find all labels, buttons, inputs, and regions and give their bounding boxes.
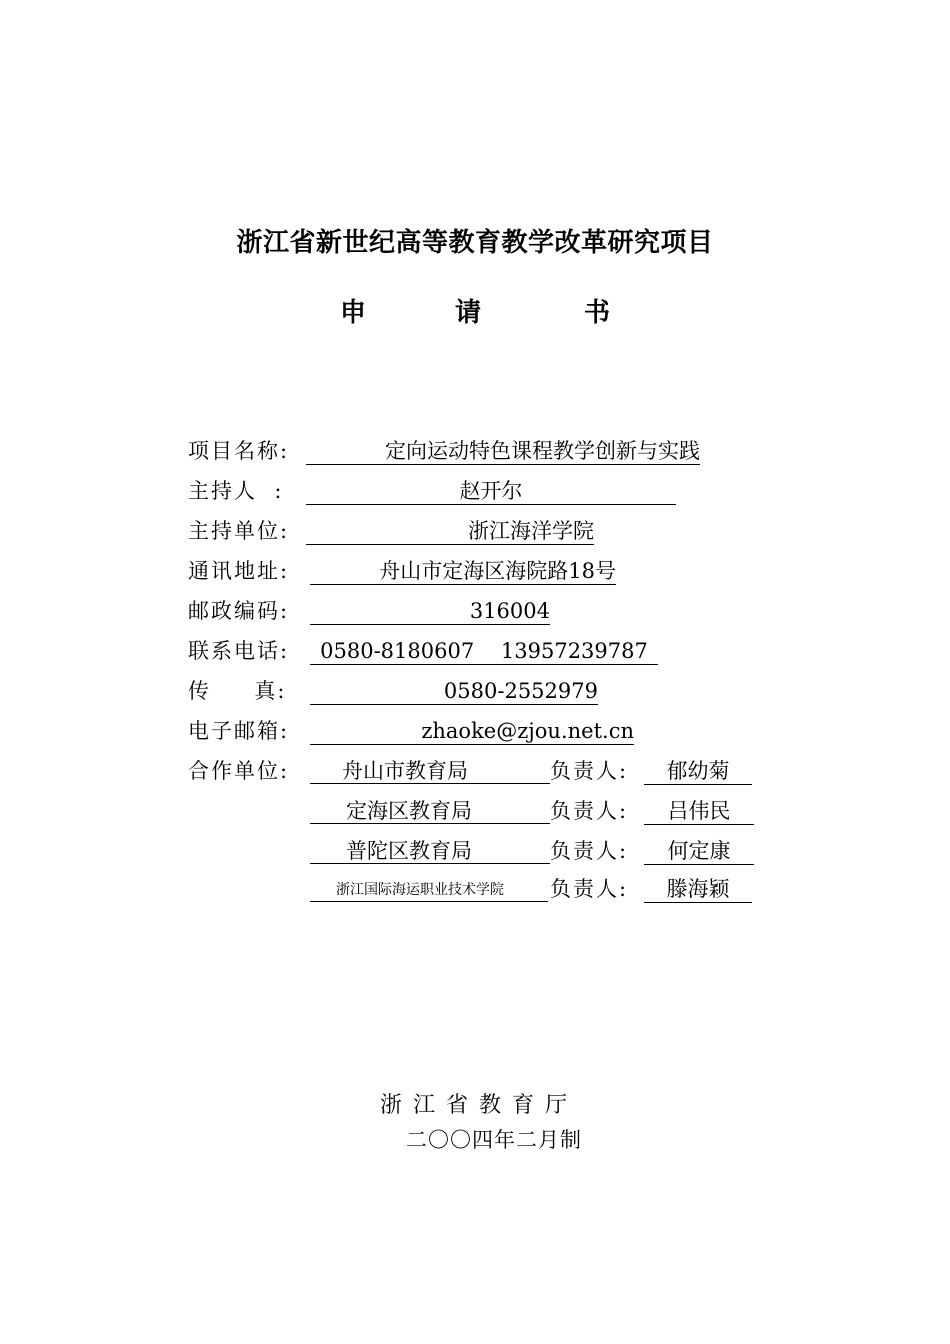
partner-head-label: 负责人:: [550, 799, 629, 823]
field-value: 浙江海洋学院: [306, 516, 594, 545]
field-value: 定向运动特色课程教学创新与实践: [306, 436, 700, 465]
field-value: 0580-8180607 13957239787: [310, 636, 658, 665]
field-label: 主持人 :: [188, 479, 284, 503]
partner-unit: 舟山市教育局: [310, 756, 550, 784]
partners-label: 合作单位:: [188, 759, 290, 783]
issue-date: 二〇〇四年二月制: [406, 1128, 582, 1152]
partner-row: [310, 756, 760, 786]
partner-head: 何定康: [644, 836, 754, 865]
partner-unit: 定海区教育局: [310, 796, 550, 824]
field-value: zhaoke@zjou.net.cn: [310, 716, 634, 745]
partner-row: [310, 874, 760, 904]
field-value: 0580-2552979: [310, 676, 598, 705]
partner-head: 滕海颖: [644, 874, 752, 903]
page-title: 浙江省新世纪高等教育教学改革研究项目: [236, 228, 714, 258]
partner-head-label: 负责人:: [550, 877, 629, 901]
subtitle-char-1: 申: [340, 298, 367, 328]
partner-unit: 浙江国际海运职业技术学院: [310, 874, 548, 902]
field-label: 电子邮箱:: [188, 719, 290, 743]
field-label: 主持单位:: [188, 519, 290, 543]
field-label: 传 真:: [188, 679, 287, 703]
partner-row: [310, 836, 760, 866]
field-value: 舟山市定海区海院路18号: [310, 556, 616, 585]
partner-head: 吕伟民: [644, 796, 754, 825]
field-label: 项目名称:: [188, 439, 290, 463]
partner-head-label: 负责人:: [550, 839, 629, 863]
subtitle-char-2: 请: [455, 298, 482, 328]
partner-row: [310, 796, 760, 826]
subtitle-char-3: 书: [584, 298, 611, 328]
field-label: 通讯地址:: [188, 559, 290, 583]
partner-head-label: 负责人:: [550, 759, 629, 783]
field-value: 316004: [310, 596, 550, 625]
partner-head: 郁幼菊: [644, 756, 752, 785]
field-value: 赵开尔: [306, 476, 676, 505]
partner-unit: 普陀区教育局: [310, 836, 550, 864]
subtitle: [0, 292, 950, 326]
field-label: 邮政编码:: [188, 599, 290, 623]
issuing-org: 浙江省教育厅: [380, 1093, 579, 1118]
field-label: 联系电话:: [188, 639, 290, 663]
